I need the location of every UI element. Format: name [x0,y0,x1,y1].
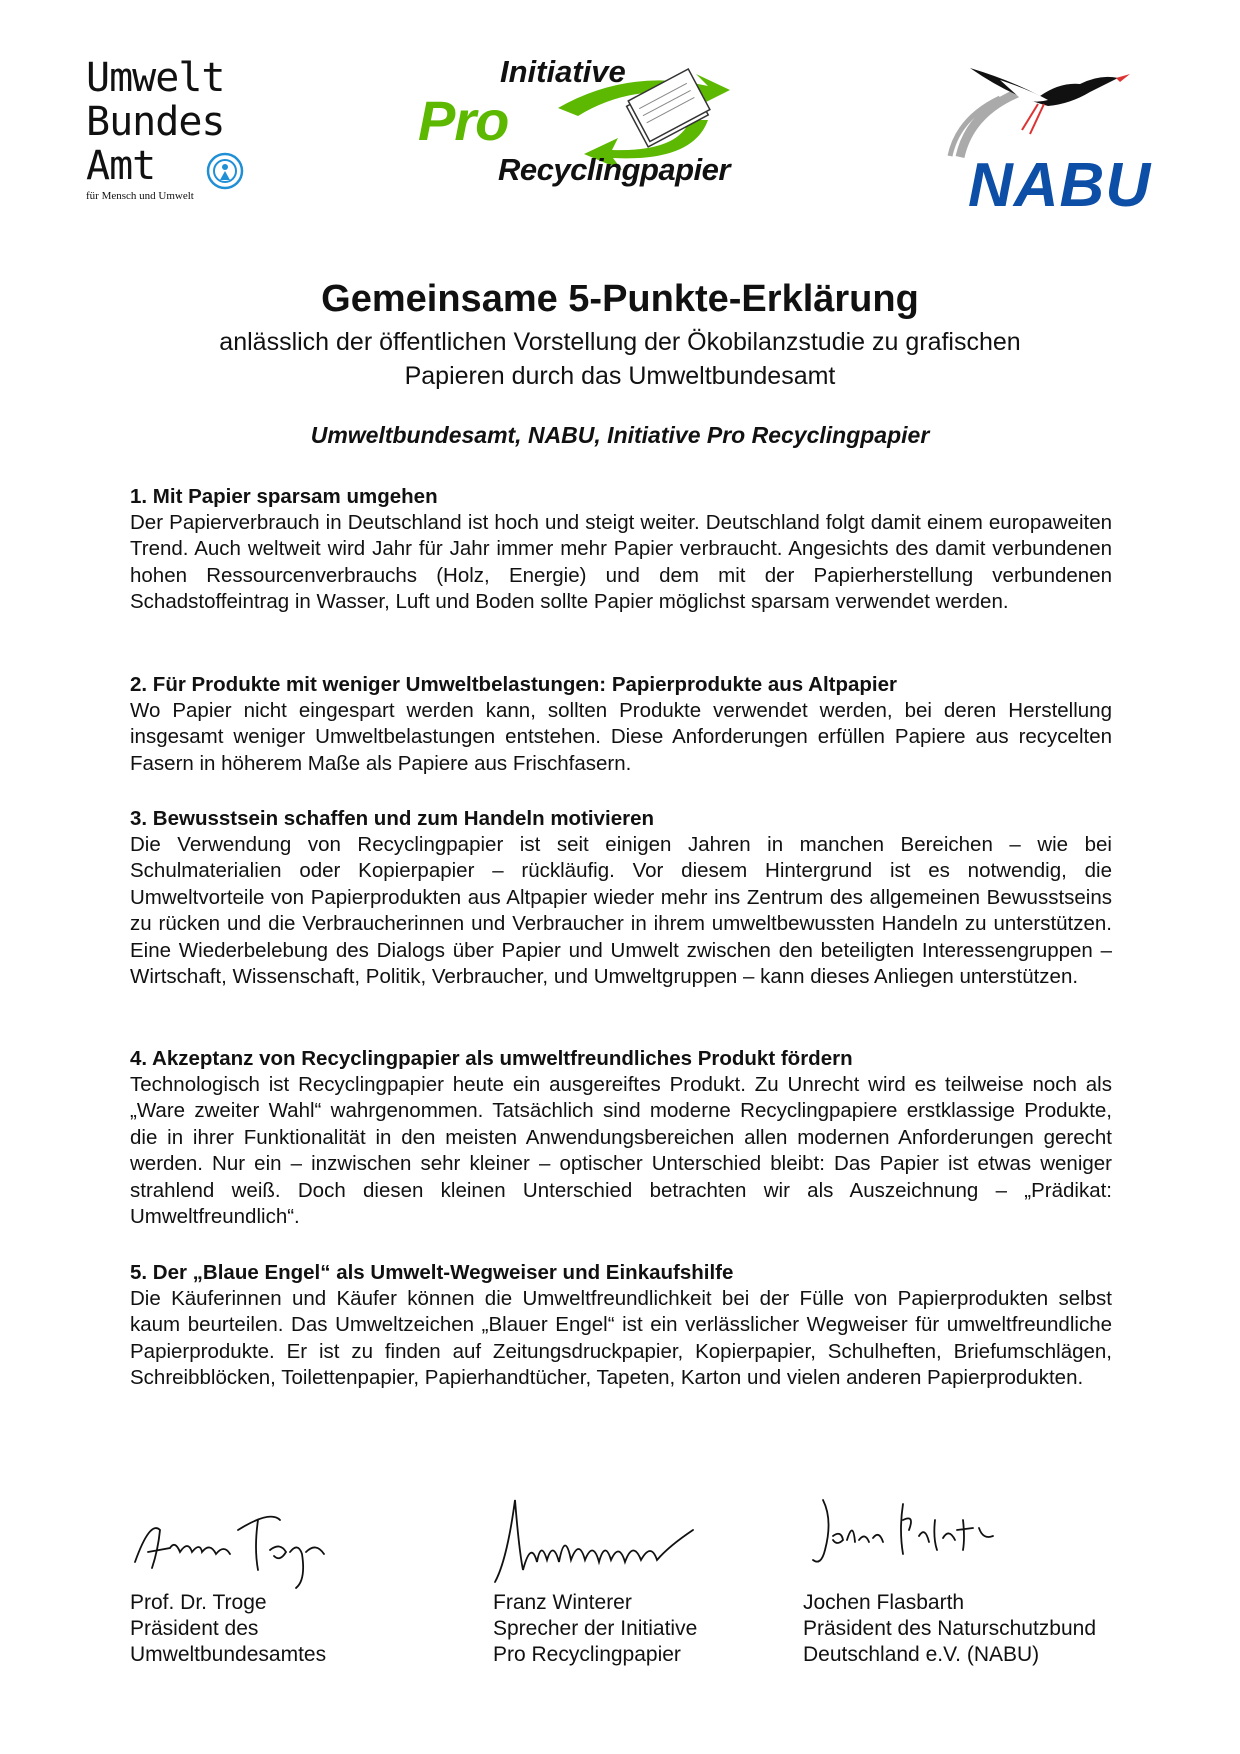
uba-logo-line-3: Amt [86,143,156,189]
nabu-logo [930,52,1170,220]
section-5 [130,1260,1112,1392]
page-title: Gemeinsame 5-Punkte-Erklärung [321,278,919,320]
section-body: Die Käuferinnen und Käufer können die Umweltfreundlichkeit bei der Fülle von Papierprodukten selbst kaum beurteilen. Das Umweltzeichen „Blauer Engel“ ist ein verlässlicher Wegweiser für umweltfreundliche Papierprodukte. Er ist zu finden auf Zeitungsdruckpapier, Kopierpapier, Schulheften, Briefumschlägen, Schreibblöcken, Toilettenpapier, Papierhandtücher, Tapeten, Karton und vielen anderen Papierprodukten. [130,1287,1112,1390]
section-3 [130,806,1112,990]
signatory-role-2: Deutschland e.V. (NABU) [803,1643,1040,1666]
subtitle-line-2: Papieren durch das Umweltbundesamt [404,362,836,390]
section-heading: 4. Akzeptanz von Recyclingpapier als umweltfreundliches Produkt fördern [130,1047,853,1070]
ipr-logo-initiative: Initiative [500,54,626,89]
section-heading: 1. Mit Papier sparsam umgehen [130,485,438,508]
section-2 [130,672,1112,777]
section-body: Technologisch ist Recyclingpapier heute ein ausgereiftes Produkt. Zu Unrecht wird es teilweise noch als „Ware zweiter Wahl“ wahrgenommen. Tatsächlich sind moderne Recyclingpapiere erstklassige Produkte, die in ihrer Funktionalität in den meisten Anwendungsbereichen allen modernen Anforderungen gerecht werden. Nur ein – inzwischen sehr kleiner – optischer Unterschied bleibt: Das Papier ist etwas weniger strahlend weiß. Doch diesen kleinen Unterschied betrachten wir als Auszeichnung – „Prädikat: Umweltfreundlich“. [130,1073,1112,1229]
section-heading: 2. Für Produkte mit weniger Umweltbelastungen: Papierprodukte aus Altpapier [130,673,897,696]
signature-winterer [493,1490,713,1590]
signatory-role-2: Umweltbundesamtes [130,1643,327,1666]
un-emblem-icon [206,152,244,190]
signatory-role-1: Sprecher der Initiative [493,1617,698,1640]
signature-flasbarth [803,1490,1023,1590]
uba-tagline: für Mensch und Umwelt [86,190,194,202]
ipr-logo [418,50,798,200]
signatory-role-2: Pro Recyclingpapier [493,1643,681,1666]
signatory-name: Franz Winterer [493,1591,632,1614]
organizations-line: Umweltbundesamt, NABU, Initiative Pro Recyclingpapier [310,422,930,448]
signatory-flasbarth [803,1490,1123,1666]
signatory-name: Prof. Dr. Troge [130,1591,267,1614]
ipr-logo-pro: Pro [418,89,509,152]
subtitle-line-1: anlässlich der öffentlichen Vorstellung der Ökobilanzstudie zu grafischen [219,328,1021,356]
signatory-winterer [493,1490,813,1666]
section-heading: 3. Bewusstsein schaffen und zum Handeln motivieren [130,807,655,830]
section-body: Die Verwendung von Recyclingpapier ist seit einigen Jahren in manchen Bereichen – wie bei Schulmaterialien oder Kopierpapier – rückläufig. Vor diesem Hintergrund ist es notwendig, die Umweltvorteile von Papierprodukten aus Altpapier wieder mehr ins Zentrum des allgemeinen Bewusstseins zu rücken und die Verbraucherinnen und Verbraucher in ihrem umweltbewussten Handeln zu unterstützen. Eine Wiederbelebung des Dialogs über Papier und Umwelt zwischen den beteiligten Interessengruppen – Wirtschaft, Wissenschaft, Politik, Verbraucher, und Umweltgruppen – kann dieses Anliegen unterstützen. [130,833,1112,989]
ipr-logo-recyclingpapier: Recyclingpapier [498,152,730,187]
section-body: Der Papierverbrauch in Deutschland ist hoch und steigt weiter. Deutschland folgt damit einem europaweiten Trend. Auch weltweit wird Jahr für Jahr immer mehr Papier verbraucht. Angesichts des damit verbundenen hohen Ressourcenverbrauchs (Holz, Energie) und dem mit der Papierherstellung verbundenen Schadstoffeintrag in Wasser, Luft und Boden sollte Papier möglichst sparsam verwendet werden. [130,511,1112,614]
section-4 [130,1046,1112,1230]
section-heading: 5. Der „Blaue Engel“ als Umwelt-Wegweiser und Einkaufshilfe [130,1261,734,1284]
signatory-role-1: Präsident des Naturschutzbund [803,1617,1097,1640]
signatory-name: Jochen Flasbarth [803,1591,965,1614]
uba-logo-line-1: Umwelt [86,55,225,101]
signature-troge [130,1490,350,1590]
section-1 [130,484,1112,616]
uba-logo [86,56,286,206]
nabu-logo-word: NABU [968,151,1152,220]
signatory-troge [130,1490,450,1666]
section-body: Wo Papier nicht eingespart werden kann, sollten Produkte verwendet werden, bei deren Herstellung insgesamt weniger Umweltbelastungen entstehen. Diese Anforderungen erfüllen Papiere aus recycelten Fasern in höherem Maße als Papiere aus Frischfasern. [130,699,1112,775]
uba-logo-line-2: Bundes [86,99,225,145]
signatory-role-1: Präsident des [130,1617,259,1640]
stork-icon [930,52,1170,162]
